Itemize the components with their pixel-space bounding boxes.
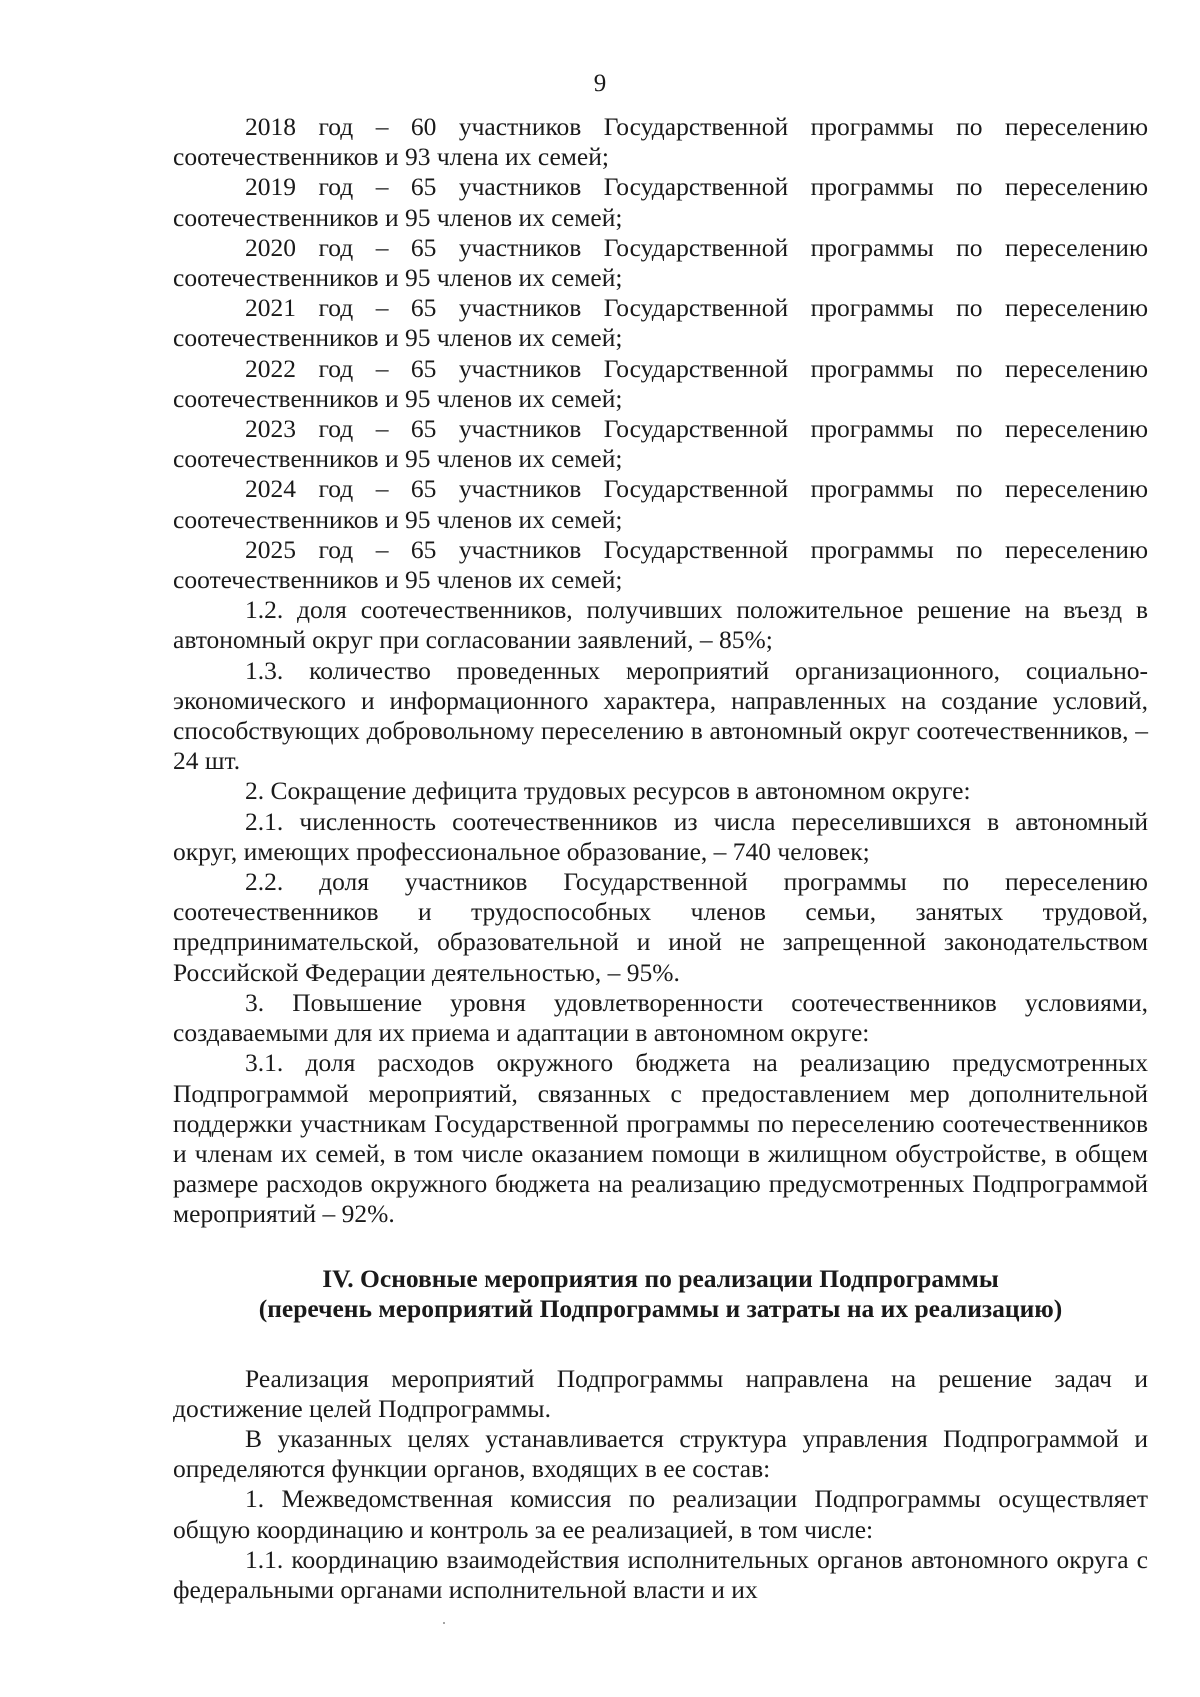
paragraph-3: 3. Повышение уровня удовлетворенности соотечественников условиями, создаваемыми для их приема и адаптации в автономном округе: <box>173 987 1148 1048</box>
page-number: 9 <box>593 70 607 97</box>
paragraph-2021: 2021 год – 65 участников Государственной программы по переселению соотечественников и 95 членов их семей; <box>173 293 1148 353</box>
paragraph-1-2: 1.2. доля соотечественников, получивших положительное решение на въезд в автономный округ при согласовании заявлений, – 85%; <box>173 595 1148 655</box>
document-body <box>173 112 1148 1605</box>
paragraph-2018: 2018 год – 60 участников Государственной программы по переселению соотечественников и 93 члена их семей; <box>173 112 1148 172</box>
paragraph-2-1: 2.1. численность соотечественников из числа переселившихся в автономный округ, имеющих профессиональное образование, – 740 человек; <box>173 806 1148 866</box>
paragraph-2024: 2024 год – 65 участников Государственной программы по переселению соотечественников и 95 членов их семей; <box>173 474 1148 534</box>
paragraph-2022: 2022 год – 65 участников Государственной программы по переселению соотечественников и 95 членов их семей; <box>173 353 1148 413</box>
paragraph-1-3: 1.3. количество проведенных мероприятий организационного, социально-экономического и информационного характера, направленных на создание условий, способствующих добровольному переселению в автономный округ соотечественников, – 24 шт. <box>173 655 1148 776</box>
paragraph-2019: 2019 год – 65 участников Государственной программы по переселению соотечественников и 95 членов их семей; <box>173 172 1148 232</box>
scan-speck <box>443 1622 445 1624</box>
paragraph-2020: 2020 год – 65 участников Государственной программы по переселению соотечественников и 95 членов их семей; <box>173 232 1148 293</box>
paragraph-implementation: Реализация мероприятий Подпрограммы направлена на решение задач и достижение целей Подпрограммы. <box>173 1363 1148 1423</box>
section-heading <box>173 1264 1148 1324</box>
section-title-line-2: (перечень мероприятий Подпрограммы и затраты на их реализацию) <box>258 1293 1063 1323</box>
paragraph-coordination: 1.1. координацию взаимодействия исполнительных органов автономного округа с федеральными органами исполнительной власти и их <box>173 1544 1148 1604</box>
paragraph-2-2: 2.2. доля участников Государственной программы по переселению соотечественников и трудоспособных членов семьи, занятых трудовой, предпринимательской, образовательной и иной не запрещенной законодательством Российской Федерации деятельностью, – 95%. <box>173 867 1148 987</box>
paragraph-3-1: 3.1. доля расходов окружного бюджета на реализацию предусмотренных Подпрограммой мероприятий, связанных с предоставлением мер дополнительной поддержки участникам Государственной программы по переселению соотечественников и членам их семей, в том числе оказанием помощи в жилищном обустройстве, в общем размере расходов окружного бюджета на реализацию предусмотренных Подпрограммой мероприятий – 92%. <box>173 1048 1148 1229</box>
section-title-line-1: IV. Основные мероприятия по реализации Подпрограммы <box>322 1263 999 1293</box>
paragraph-2023: 2023 год – 65 участников Государственной программы по переселению соотечественников и 95 членов их семей; <box>173 414 1148 474</box>
paragraph-commission: 1. Межведомственная комиссия по реализации Подпрограммы осуществляет общую координацию и контроль за ее реализацией, в том числе: <box>173 1484 1148 1544</box>
paragraph-2: 2. Сокращение дефицита трудовых ресурсов в автономном округе: <box>245 776 971 806</box>
paragraph-structure: В указанных целях устанавливается структура управления Подпрограммой и определяются функции органов, входящих в ее состав: <box>173 1423 1148 1484</box>
paragraph-2025: 2025 год – 65 участников Государственной программы по переселению соотечественников и 95 членов их семей; <box>173 534 1148 595</box>
